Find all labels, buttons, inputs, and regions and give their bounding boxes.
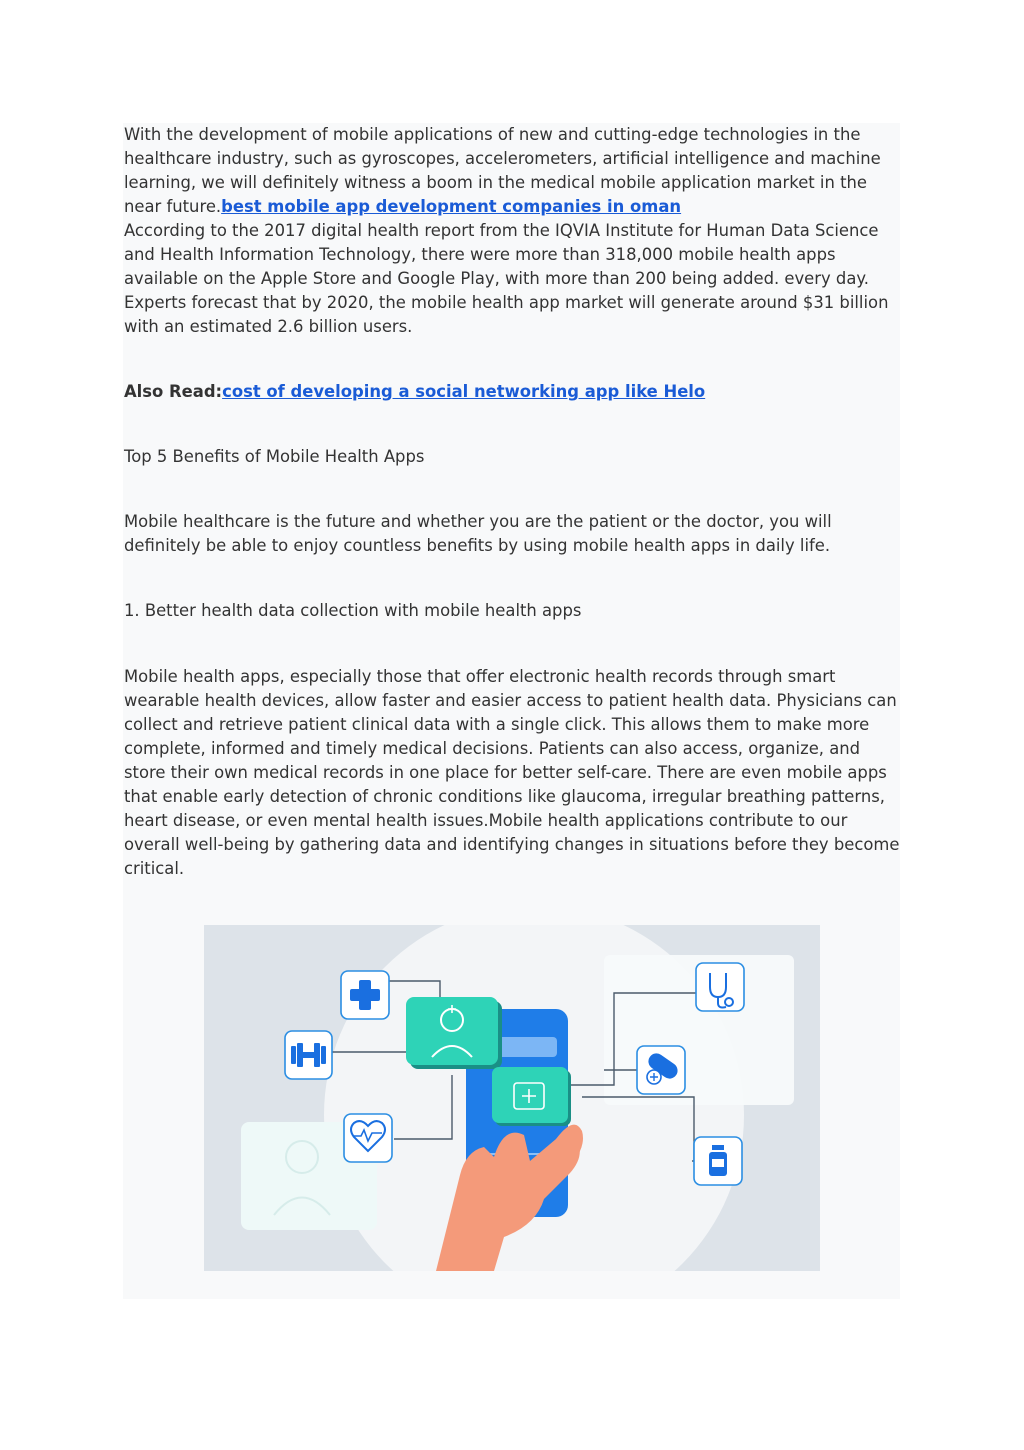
medical-cross-icon: [341, 971, 389, 1019]
intro-paragraph: [124, 123, 900, 339]
dumbbell-icon: [285, 1031, 332, 1079]
subheading-data-collection: 1. Better health data collection with mobile health apps: [124, 601, 582, 620]
medicine-bottle-icon: [694, 1137, 742, 1185]
plus-icon: [492, 1067, 571, 1126]
also-read-label: Also Read:: [124, 382, 223, 401]
article-content: [123, 123, 900, 1299]
pill-icon: [637, 1046, 685, 1094]
also-read: [124, 380, 900, 404]
companies-link[interactable]: best mobile app development companies in oman: [221, 197, 682, 216]
health-app-illustration: [204, 925, 820, 1271]
stethoscope-icon: [696, 963, 744, 1011]
data-paragraph: Mobile health apps, especially those that offer electronic health records through smart wearable health devices, allow faster and easier access to patient health data. Physicians can collect and retrieve patient clinical data with a single click. This allows them to make more complete, informed and timely medical decisions. Patients can also access, organize, and store their own medical records in one place for better self-care. There are even mobile apps that enable early detection of chronic conditions like glaucoma, irregular breathing patterns, heart disease, or even mental health issues.Mobile health applications contribute to our overall well-being by gathering data and identifying changes in situations before they become critical.: [124, 667, 900, 878]
future-paragraph: Mobile healthcare is the future and whether you are the patient or the doctor, you will definitely be able to enjoy countless benefits by using mobile health apps in daily life.: [124, 512, 832, 555]
heart-rate-icon: [344, 1114, 392, 1162]
doctor-icon: [406, 997, 502, 1069]
benefits-heading: Top 5 Benefits of Mobile Health Apps: [124, 447, 425, 466]
also-read-link[interactable]: cost of developing a social networking app like Helo: [222, 382, 706, 401]
intro-text-2: According to the 2017 digital health report from the IQVIA Institute for Human Data Science and Health Information Technology, there were more than 318,000 mobile health apps available on the Apple Store and Google Play, with more than 200 being added. every day. Experts forecast that by 2020, the mobile health app market will generate around $31 billion with an estimated 2.6 billion users.: [124, 221, 889, 336]
intro-text: With the development of mobile applications of new and cutting-edge technologies in the healthcare industry, such as gyroscopes, accelerometers, artificial intelligence and machine learning, we will definitely witness a boom in the medical mobile application market in the near future.: [124, 125, 881, 216]
